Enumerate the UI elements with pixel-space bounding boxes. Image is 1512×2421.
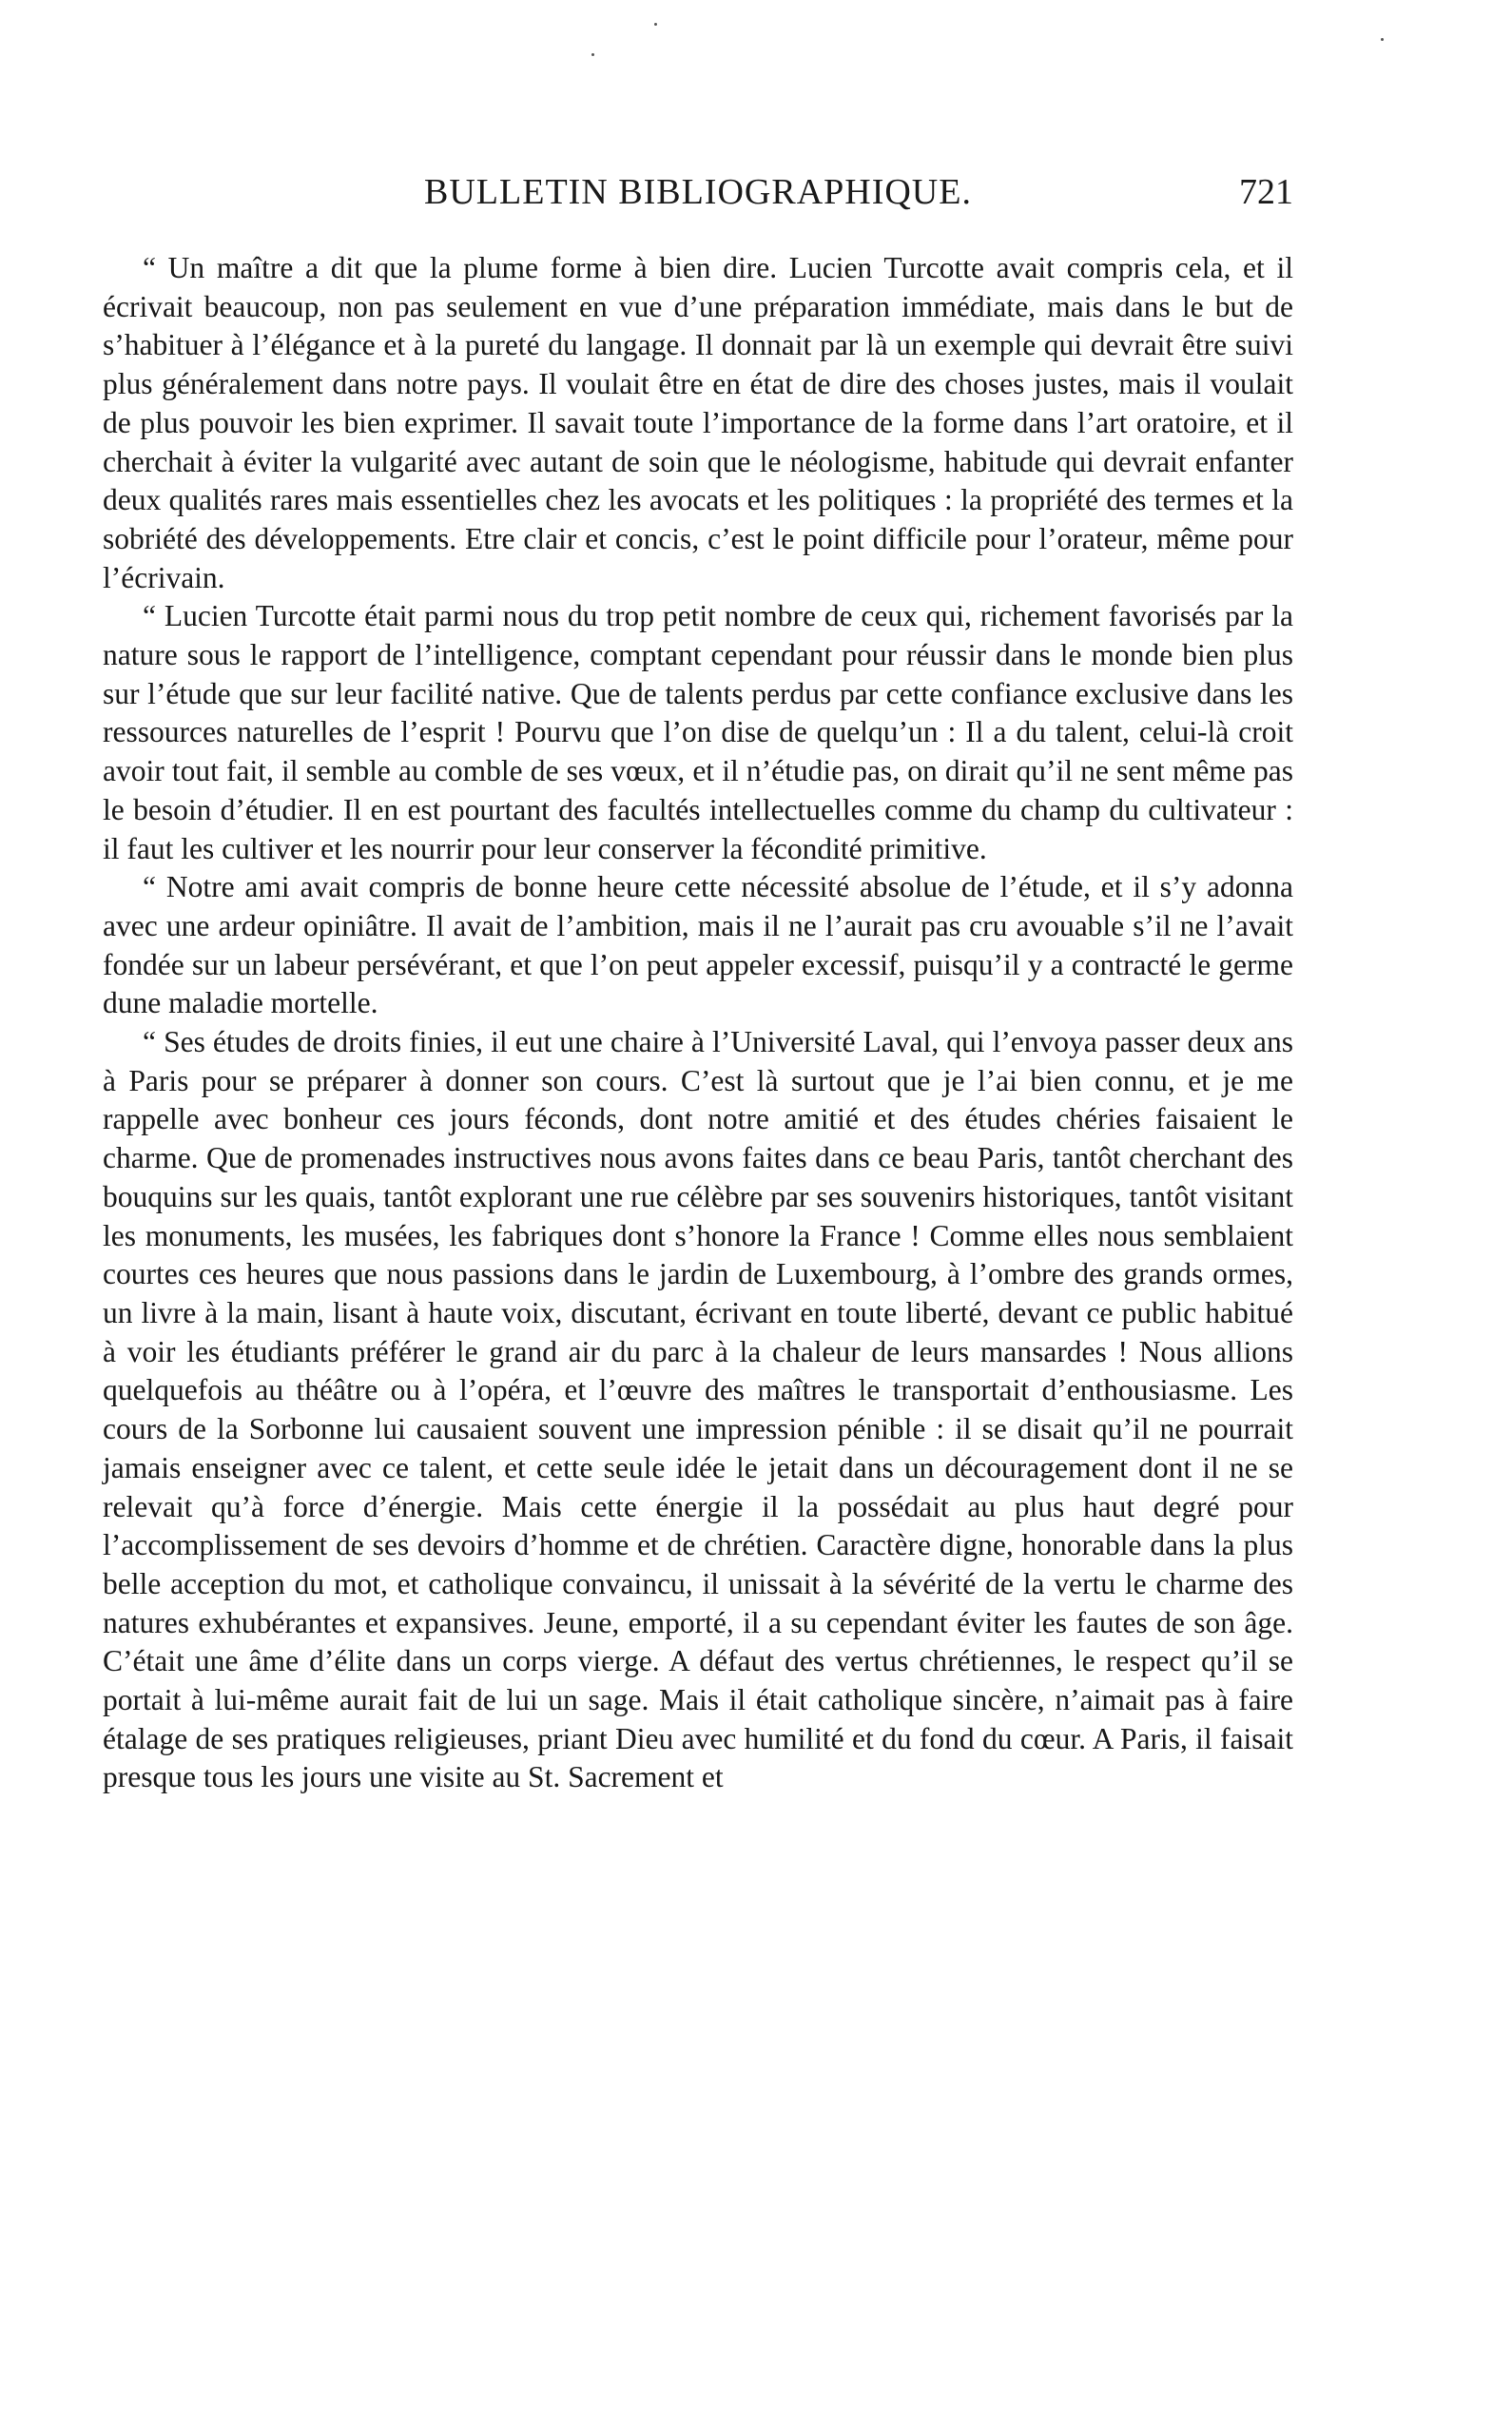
paragraph: “ Lucien Turcotte était parmi nous du trop petit nombre de ceux qui, richement favorisés par la nature sous le rapport de l’intelligence, comptant cependant pour réussir dans le monde bien plus sur l’étude que sur leur facilité native. Que de talents perdus par cette confiance exclusive dans les ressources naturelles de l’esprit ! Pourvu que l’on dise de quelqu’un : Il a du talent, celui-là croit avoir tout fait, il semble au comble de ses vœux, et il n’étudie pas, on dirait qu’il ne sent même pas le besoin d’étudier. Il en est pourtant des facultés intellectuelles comme du champ du cultivateur : il faut les cultiver et les nourrir pour leur conserver la fécondité primitive. xyxy=(103,599,1293,865)
scan-speck xyxy=(591,53,594,56)
paragraph: “ Un maître a dit que la plume forme à bien dire. Lucien Turcotte avait compris cela, et il écrivait beaucoup, non pas seulement en vue d’une préparation immédiate, mais dans le but de s’habituer à l’élégance et à la pureté du langage. Il donnait par là un exemple qui devrait être suivi plus généralement dans notre pays. Il voulait être en état de dire des choses justes, mais il voulait de plus pouvoir les bien exprimer. Il savait toute l’importance de la forme dans l’art oratoire, et il cherchait à éviter la vulgarité avec autant de soin que le néologisme, habitude qui devrait enfanter deux qualités rares mais essentielles chez les avocats et les politiques : la propriété des termes et la sobriété des développements. Etre clair et concis, c’est le point difficile pour l’orateur, même pour l’écrivain. xyxy=(103,251,1293,594)
scan-speck xyxy=(654,23,657,26)
paragraph: “ Notre ami avait compris de bonne heure cette nécessité absolue de l’étude, et il s’y adonna avec une ardeur opiniâtre. Il avait de l’ambition, mais il ne l’aurait pas cru avouable s’il ne l’avait fondée sur un labeur persévérant, et que l’on peut appeler excessif, puisqu’il y a contracté le germe dune maladie mortelle. xyxy=(103,870,1293,1020)
running-title: BULLETIN BIBLIOGRAPHIQUE. xyxy=(424,172,972,212)
scan-speck xyxy=(1381,38,1384,41)
page-header xyxy=(103,171,1293,228)
body-text xyxy=(103,249,1293,1797)
paragraph: “ Ses études de droits finies, il eut une chaire à l’Université Laval, qui l’envoya passer deux ans à Paris pour se préparer à donner son cours. C’est là surtout que je l’ai bien connu, et je me rappelle avec bonheur ces jours féconds, dont notre amitié et des études chéries faisaient le charme. Que de promenades instructives nous avons faites dans ce beau Paris, tantôt cherchant des bouquins sur les quais, tantôt explorant une rue célèbre par ses souvenirs historiques, tantôt visitant les monuments, les musées, les fabriques dont s’honore la France ! Comme elles nous semblaient courtes ces heures que nous passions dans le jardin de Luxembourg, à l’ombre des grands ormes, un livre à la main, lisant à haute voix, discutant, écrivant en toute liberté, devant ce public habitué à voir les étudiants préférer le grand air du parc à la chaleur de leurs mansardes ! Nous allions quelquefois au théâtre ou à l’opéra, et l’œuvre des maîtres le transportait d’enthousiasme. Les cours de la Sorbonne lui causaient souvent une impression pénible : il se disait qu’il ne pourrait jamais enseigner avec ce talent, et cette seule idée le jetait dans un découragement dont il ne se relevait qu’à force d’énergie. Mais cette énergie il la possédait au plus haut degré pour l’accomplissement de ses devoirs d’homme et de chrétien. Caractère digne, honorable dans la plus belle acception du mot, et catholique convaincu, il unissait à la sévérité de la vertu le charme des natures exhubérantes et expansives. Jeune, emporté, il a su cependant éviter les fautes de son âge. C’était une âme d’élite dans un corps vierge. A défaut des vertus chrétiennes, le respect qu’il se portait à lui-même aurait fait de lui un sage. Mais il était catholique sincère, n’aimait pas à faire étalage de ses pratiques religieuses, priant Dieu avec humilité et du fond du cœur. A Paris, il faisait presque tous les jours une visite au St. Sacrement et xyxy=(103,1025,1293,1794)
page-number: 721 xyxy=(1239,172,1293,212)
